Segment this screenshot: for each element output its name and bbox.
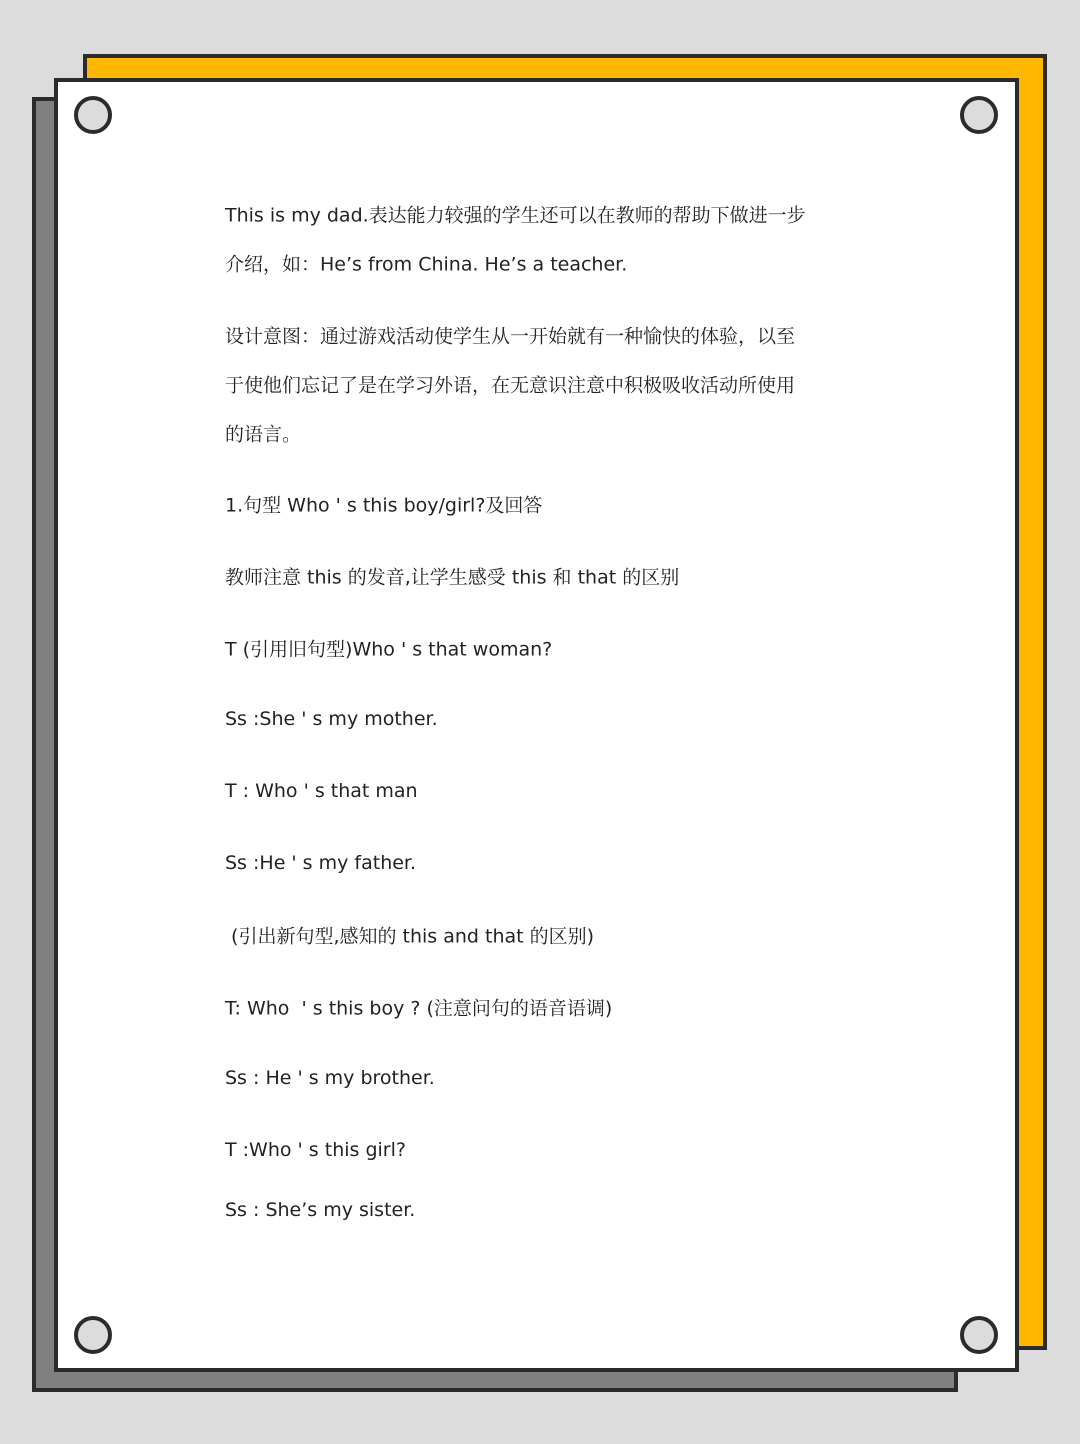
text-line: Ss : She’s my sister. [225, 1199, 416, 1221]
text-line: 介绍，如：He’s from China. He’s a teacher. [225, 253, 628, 276]
binder-hole-icon [74, 1316, 112, 1354]
text-line: 设计意图：通过游戏活动使学生从一开始就有一种愉快的体验，以至 [225, 325, 796, 348]
text-line: 教师注意 this 的发音,让学生感受 this 和 that 的区别 [225, 566, 680, 589]
text-line: T : Who ' s that man [225, 780, 418, 802]
binder-hole-icon [74, 96, 112, 134]
binder-hole-icon [960, 96, 998, 134]
text-line: T :Who ' s this girl? [225, 1139, 406, 1161]
text-line: (引出新句型,感知的 this and that 的区别) [225, 925, 595, 948]
text-line: T (引用旧句型)Who ' s that woman? [225, 638, 553, 661]
text-line: T: Who ' s this boy ? (注意问句的语音语调) [225, 997, 613, 1020]
text-line: Ss :He ' s my father. [225, 852, 417, 874]
text-line: 的语言。 [225, 423, 302, 446]
text-line: Ss :She ' s my mother. [225, 708, 438, 730]
text-line: 1.句型 Who ' s this boy/girl?及回答 [225, 494, 543, 517]
binder-hole-icon [960, 1316, 998, 1354]
text-line: 于使他们忘记了是在学习外语，在无意识注意中积极吸收活动所使用 [225, 374, 796, 397]
text-line: Ss : He ' s my brother. [225, 1067, 435, 1089]
text-line: This is my dad.表达能力较强的学生还可以在教师的帮助下做进一步 [225, 204, 806, 227]
